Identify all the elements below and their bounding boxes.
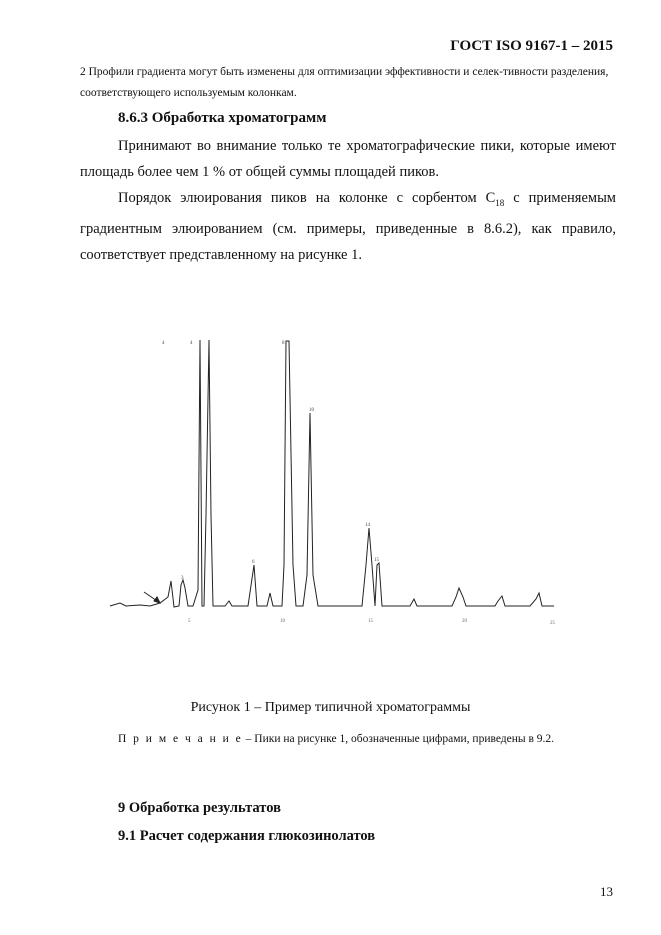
svg-text:3: 3 bbox=[181, 576, 184, 581]
svg-text:25: 25 bbox=[550, 621, 555, 626]
svg-text:5: 5 bbox=[188, 619, 191, 624]
section-9-title: 9 Обработка результатов bbox=[118, 800, 281, 816]
svg-text:10: 10 bbox=[280, 619, 285, 624]
figure-note-label: П р и м е ч а н и е bbox=[118, 733, 243, 745]
document-header: ГОСТ ISO 9167-1 – 2015 bbox=[450, 38, 613, 54]
svg-text:8: 8 bbox=[282, 341, 285, 346]
svg-text:4: 4 bbox=[162, 341, 165, 346]
paragraph-elution-order bbox=[80, 185, 616, 268]
section-8-6-3-title: 8.6.3 Обработка хроматограмм bbox=[118, 110, 327, 126]
chromatogram-figure bbox=[100, 335, 570, 635]
peak-numbers bbox=[162, 341, 380, 581]
svg-text:4: 4 bbox=[190, 341, 193, 346]
para2-text-a: Порядок элюирования пиков на колонке с сорбентом C bbox=[118, 190, 496, 206]
time-ticks bbox=[188, 619, 556, 626]
svg-text:20: 20 bbox=[462, 619, 467, 624]
chromatogram-arrow bbox=[144, 592, 160, 603]
para2-text-b: с применяемым градиентным элюированием (см. примеры, приведенные в 8.6.2), как правило, соответствует представленному на рисунке 1. bbox=[80, 190, 616, 263]
para2-subscript: 18 bbox=[495, 197, 505, 208]
section-9-1-title: 9.1 Расчет содержания глюкозинолатов bbox=[118, 828, 376, 844]
svg-text:14: 14 bbox=[365, 523, 370, 528]
figure-caption: Рисунок 1 – Пример типичной хроматограммы bbox=[190, 700, 471, 715]
gradient-note: 2 Профили градиента могут быть изменены для оптимизации эффективности и селек-тивности разделения, соответствующего используемым колонкам. bbox=[80, 66, 609, 99]
figure-note-text: – Пики на рисунке 1, обозначенные цифрами, приведены в 9.2. bbox=[242, 733, 555, 745]
svg-text:6: 6 bbox=[252, 560, 255, 565]
svg-text:10: 10 bbox=[309, 408, 314, 413]
chromatogram-trace bbox=[110, 340, 554, 607]
svg-text:15: 15 bbox=[368, 619, 373, 624]
page-number: 13 bbox=[600, 884, 613, 899]
figure-note bbox=[118, 733, 554, 745]
paragraph-peaks-area: Принимают во внимание только те хроматографические пики, которые имеют площадь более чем 1 % от общей суммы площадей пиков. bbox=[80, 138, 616, 180]
svg-text:15: 15 bbox=[374, 558, 379, 563]
